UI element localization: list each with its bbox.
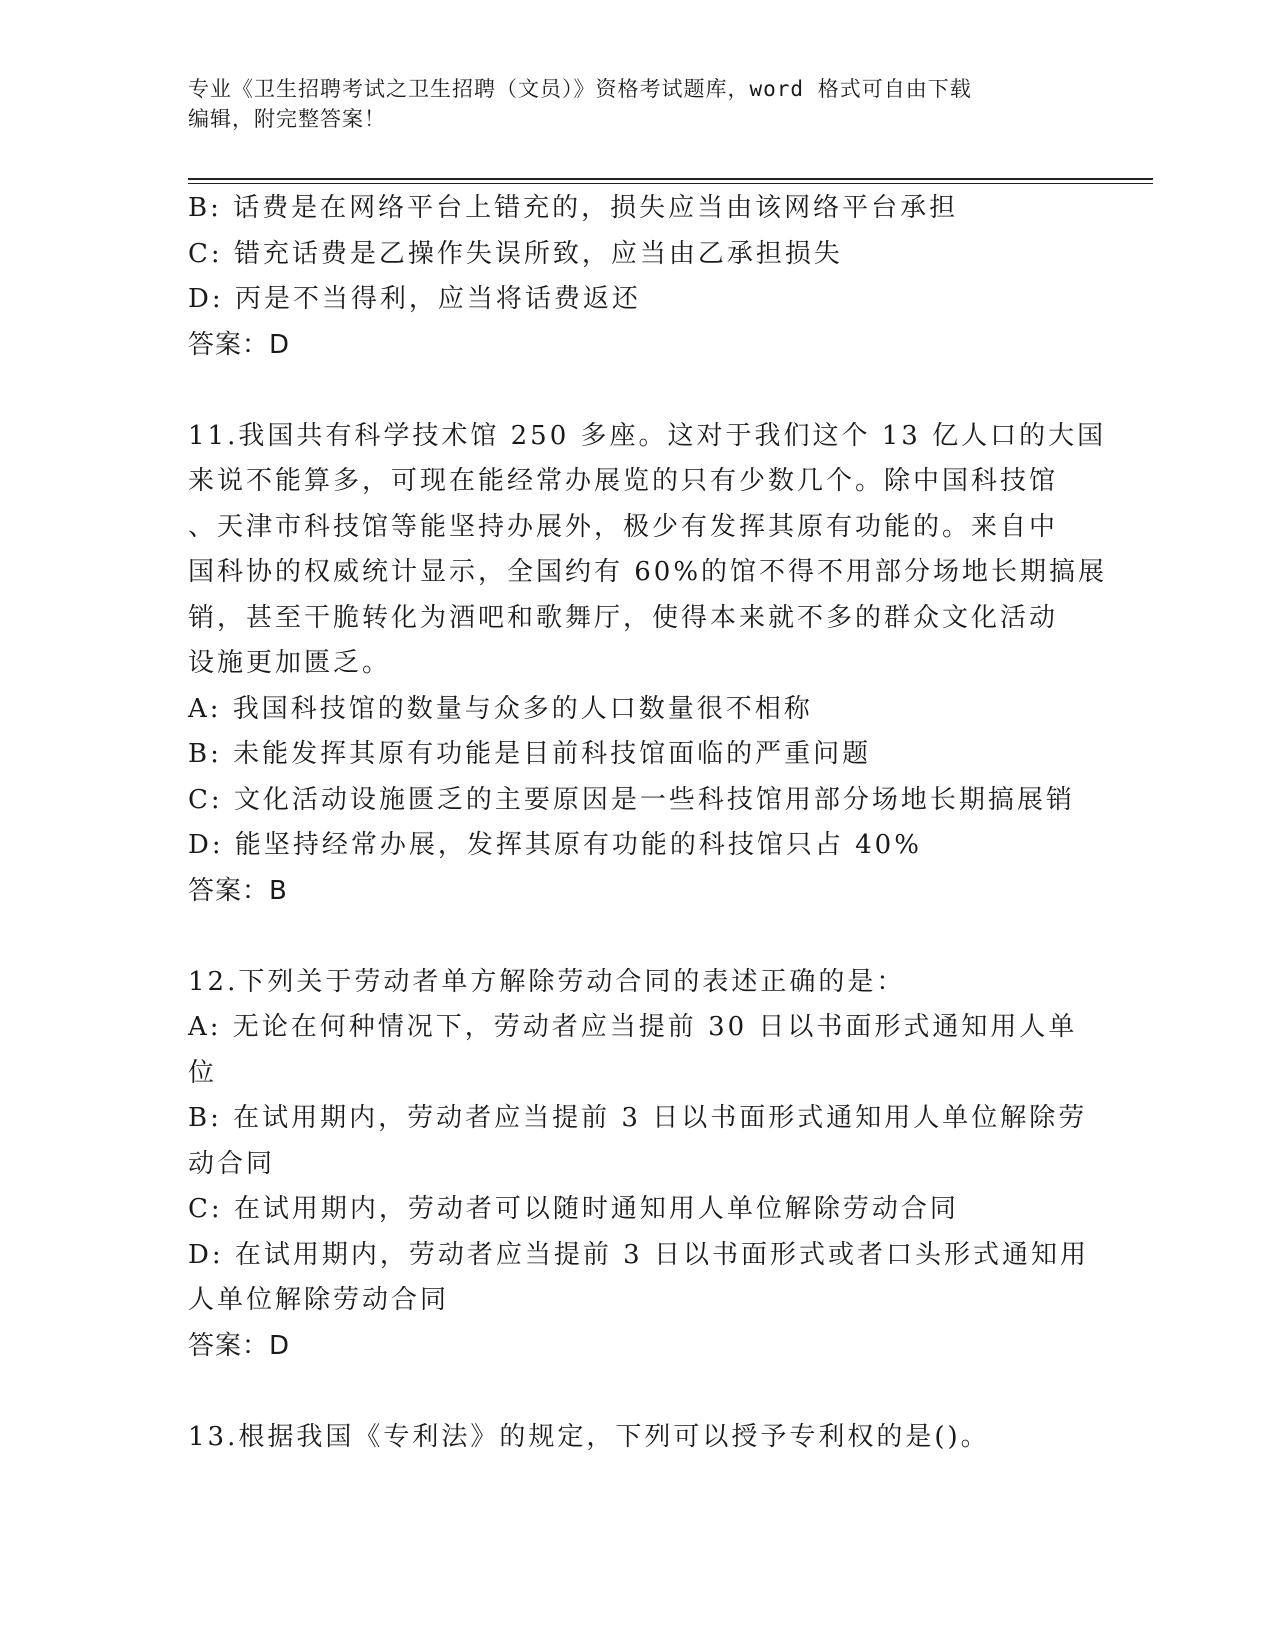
- question-11: [188, 414, 1108, 915]
- q11-stem-line: 国科协的权威统计显示，全国约有 60%的馆不得不用部分场地长期搞展: [188, 557, 1108, 587]
- q11-stem-line: 、天津市科技馆等能坚持办展外，极少有发挥其原有功能的。来自中: [188, 511, 1059, 542]
- q12-option-d-line-1: D: 在试用期内，劳动者应当提前 3 日以书面形式或者口头形式通知用: [188, 1239, 1089, 1270]
- q12-option-a-line-1: A: 无论在何种情况下，劳动者应当提前 30 日以书面形式通知用人单: [188, 1012, 1078, 1042]
- q11-option-d: D: 能坚持经常办展，发挥其原有功能的科技馆只占 40%: [188, 830, 922, 860]
- q11-option-b: B: 未能发挥其原有功能是目前科技馆面临的严重问题: [188, 739, 872, 769]
- q12-option-b-line-2: 动合同: [188, 1148, 276, 1179]
- q11-stem-line: 来说不能算多，可现在能经常办展览的只有少数几个。除中国科技馆: [188, 466, 1059, 496]
- q11-option-a: A: 我国科技馆的数量与众多的人口数量很不相称: [188, 693, 813, 724]
- q12-option-b-line-1: B: 在试用期内，劳动者应当提前 3 日以书面形式通知用人单位解除劳: [188, 1103, 1088, 1133]
- header-line-2: 编辑，附完整答案！: [188, 107, 386, 131]
- spacer: [188, 1369, 1088, 1415]
- q12-stem: 12.下列关于劳动者单方解除劳动合同的表述正确的是：: [188, 966, 906, 997]
- q12-option-d-line-2: 人单位解除劳动合同: [188, 1285, 450, 1315]
- q13-stem: 13.根据我国《专利法》的规定，下列可以授予专利权的是()。: [188, 1421, 990, 1452]
- q10-option-b: B: 话费是在网络平台上错充的，损失应当由该网络平台承担: [188, 193, 959, 223]
- q12-option-a-line-2: 位: [188, 1057, 218, 1088]
- document-header: [188, 74, 1088, 134]
- q12-answer: 答案：D: [188, 1330, 291, 1361]
- question-content: [188, 186, 1108, 1460]
- header-divider: [188, 178, 1153, 184]
- q10-answer: 答案：D: [188, 329, 291, 360]
- q12-option-c: C: 在试用期内，劳动者可以随时通知用人单位解除劳动合同: [188, 1194, 959, 1224]
- q11-stem-line: 11.我国共有科学技术馆 250 多座。这对于我们这个 13 亿人口的大国: [188, 420, 1107, 451]
- question-12: [188, 960, 1088, 1370]
- q10-option-c: C: 错充话费是乙操作失误所致，应当由乙承担损失: [188, 238, 843, 269]
- header-line-1: 专业《卫生招聘考试之卫生招聘（文员）》资格考试题库，word 格式可自由下载: [188, 77, 972, 101]
- question-13: [188, 1415, 1088, 1461]
- q11-answer: 答案：B: [188, 875, 288, 906]
- q11-option-c: C: 文化活动设施匮乏的主要原因是一些科技馆用部分场地长期搞展销: [188, 784, 1075, 815]
- q11-stem-line: 设施更加匮乏。: [188, 648, 392, 678]
- question-10: [188, 186, 1088, 368]
- spacer: [188, 368, 1088, 414]
- q11-stem-line: 销，甚至干脆转化为酒吧和歌舞厅，使得本来就不多的群众文化活动: [188, 602, 1059, 633]
- q10-option-d: D: 丙是不当得利，应当将话费返还: [188, 284, 641, 314]
- spacer: [188, 914, 1088, 960]
